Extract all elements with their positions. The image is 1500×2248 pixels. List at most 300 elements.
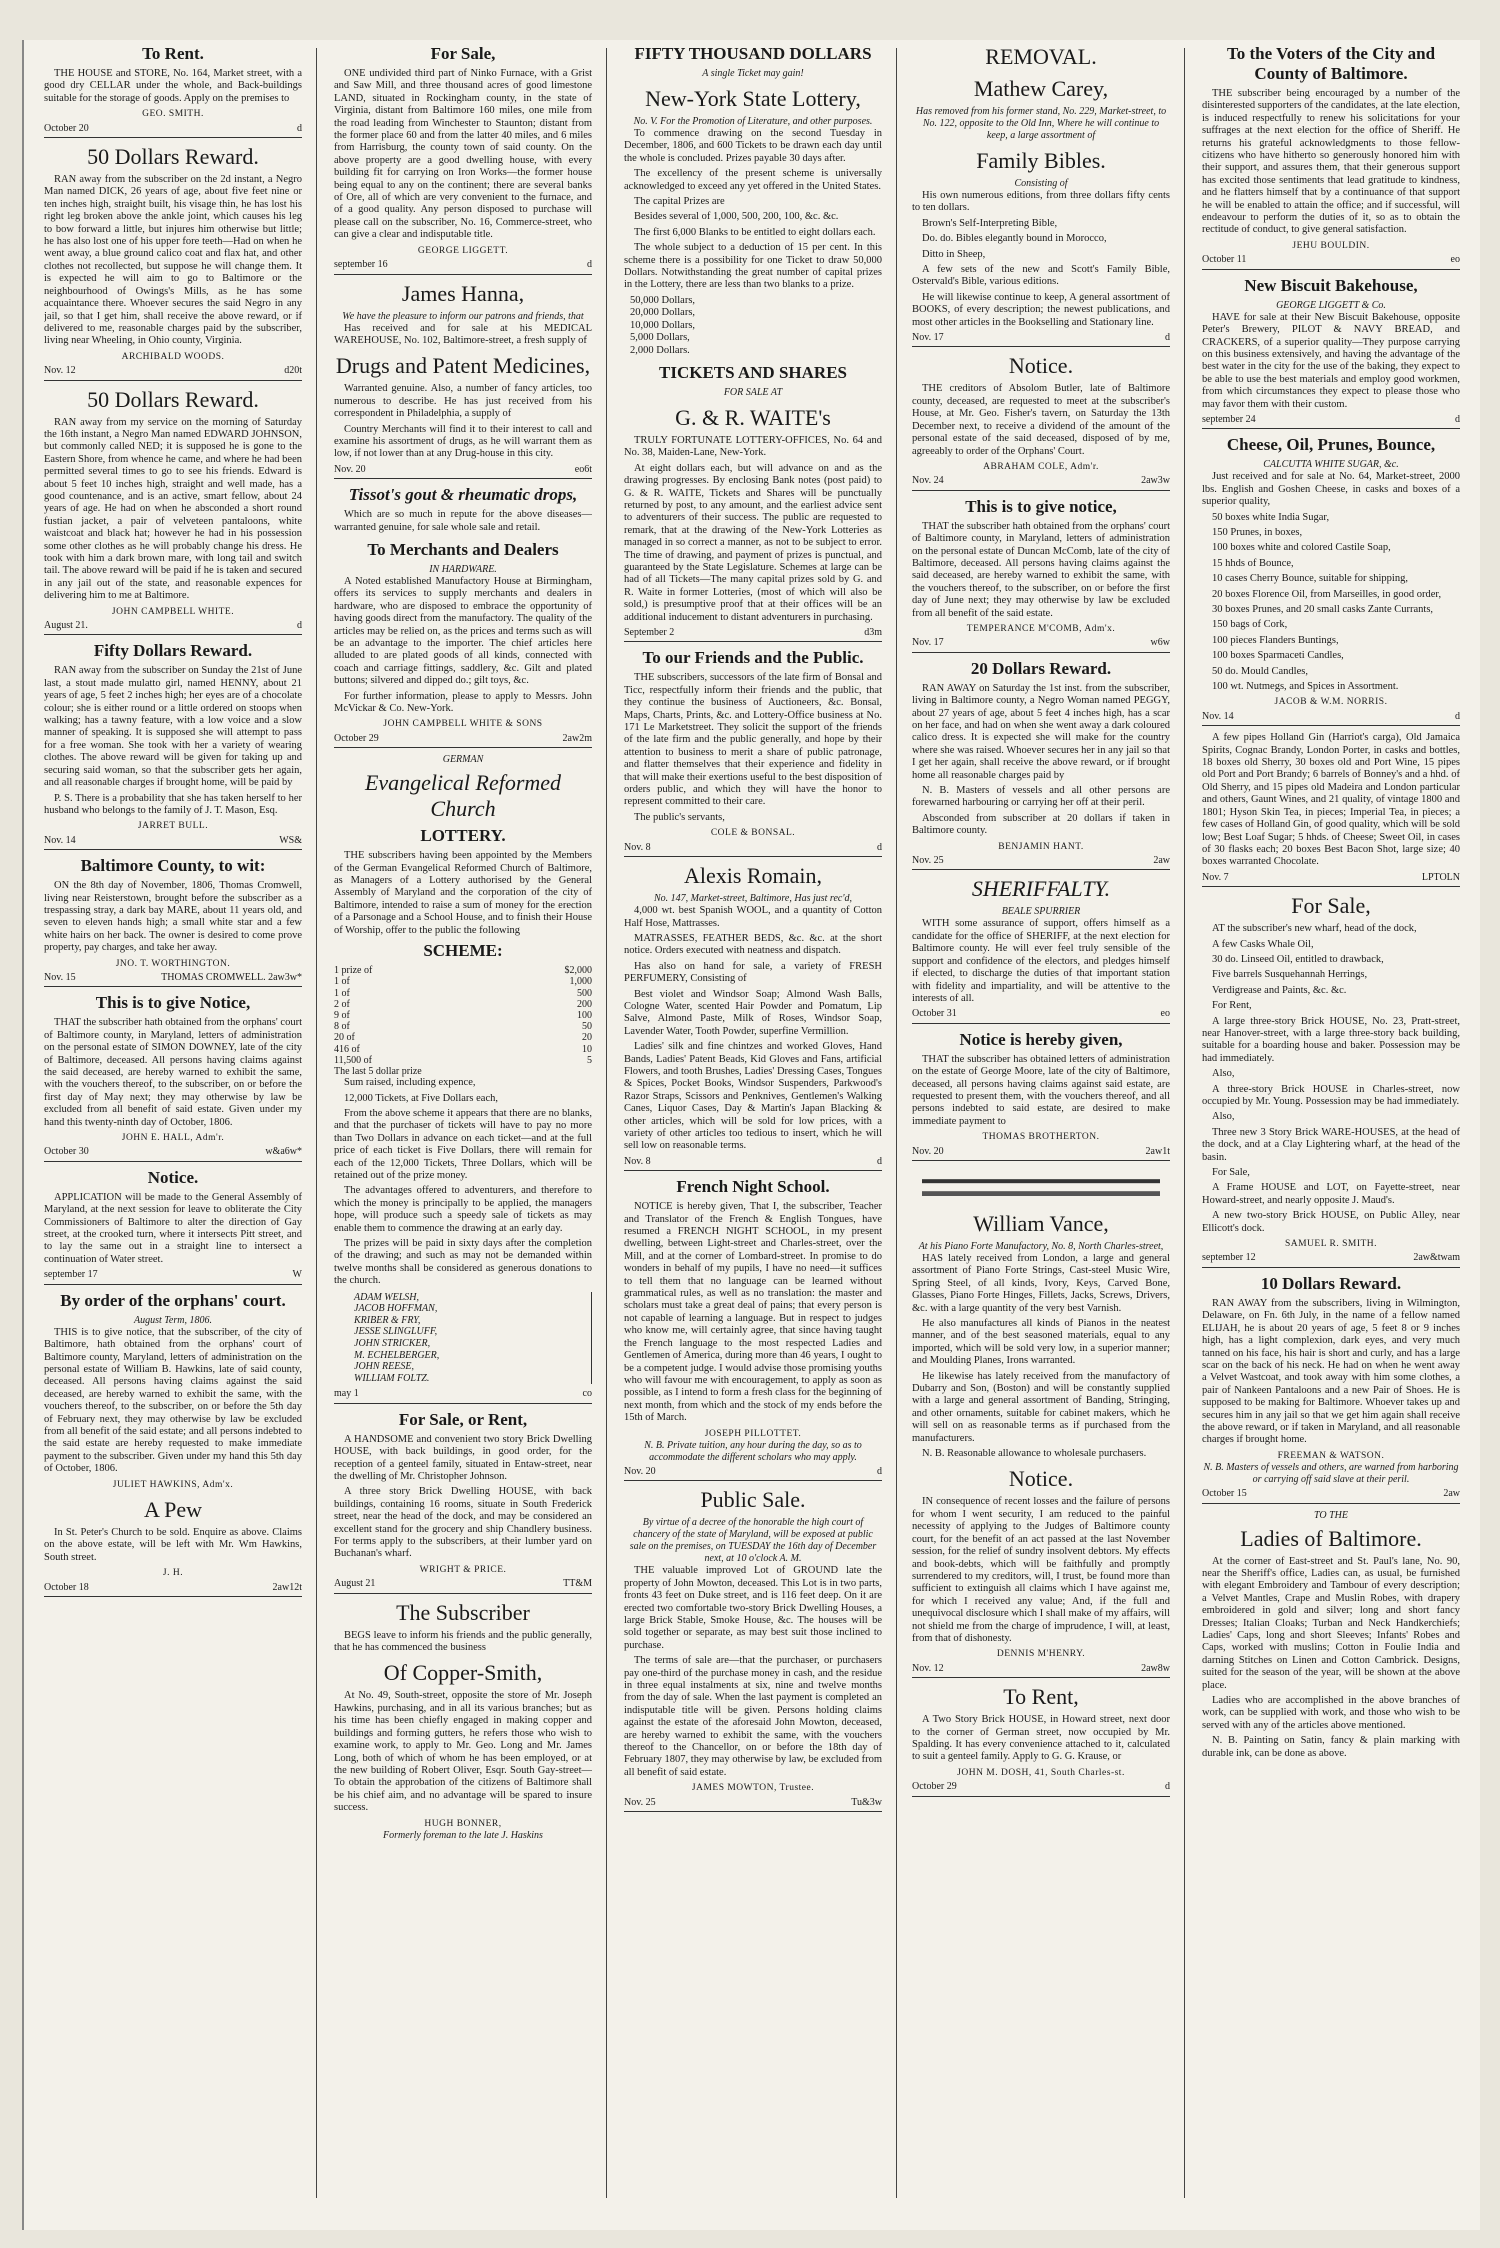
ad-date: Nov. 25	[624, 1796, 656, 1808]
advertisement	[912, 1167, 1170, 1461]
ad-body	[334, 1077, 592, 1288]
ad-body	[624, 672, 882, 824]
ad-paragraph: A HANDSOME and convenient two story Brick Dwelling HOUSE, with back buildings, in good order, for the reception of a genteel family, situated in Entaw-street, near the dwelling of Mr. Christopher Johnson.	[334, 1433, 592, 1482]
ad-code: eo6t	[574, 463, 592, 475]
ad-signature: JOHN CAMPBELL WHITE & SONS	[383, 719, 543, 730]
ad-body	[1202, 1556, 1460, 1761]
ad-title: This is to give notice,	[965, 496, 1117, 516]
ad-footer	[334, 1578, 592, 1593]
scheme-row	[334, 999, 592, 1010]
ad-paragraph: TRULY FORTUNATE LOTTERY-OFFICES, No. 64 and No. 38, Maiden-Lane, New-York.	[624, 434, 882, 459]
advertisement	[624, 648, 882, 857]
ad-paragraph: The public's servants,	[634, 811, 725, 823]
ad-body	[624, 1565, 882, 1779]
ad-paragraph: 50 boxes white India Sugar,	[1212, 511, 1330, 523]
ad-paragraph: ON the 8th day of November, 1806, Thomas Cromwell, living near Reisterstown, brought before the subscriber as a trespassing stray, a dark bay MARE, about 11 years old, and seven to eleven hands high; a small white star and a few white hairs on her back. The owner is desired to come prove property, pay charges, and take her away.	[44, 880, 302, 954]
ad-paragraph: 15 hhds of Bounce,	[1212, 557, 1294, 569]
ad-paragraph: N. B. Painting on Satin, fancy & plain marking with durable ink, can be done as above.	[1202, 1735, 1460, 1759]
column-5	[1202, 40, 1460, 2200]
ad-body	[912, 1253, 1170, 1461]
ad-body	[1202, 923, 1460, 1235]
ad-paragraph: 100 pieces Flanders Buntings,	[1212, 634, 1339, 646]
ad-paragraph: A Two Story Brick HOUSE, in Howard street, next door to the corner of German street, now occupied by Mr. Spalding. It has every convenience attached to it, calculated to suit a genteel family. Apply to G. G. Krause, or	[912, 1714, 1170, 1763]
ad-code: d	[297, 620, 302, 632]
ad-code: d	[1455, 413, 1460, 425]
scheme-table	[334, 965, 592, 1077]
ad-code: 2aw&twam	[1413, 1252, 1460, 1264]
ad-paragraph: A large three-story Brick HOUSE, No. 23, Pratt-street, near Hanover-street, with a large three-story back building, suitable for a boarding house and baker. Possession may be had immediately.	[1202, 1015, 1460, 1064]
ad-body	[912, 521, 1170, 620]
advertisement	[44, 1168, 302, 1285]
scheme-title: SCHEME:	[423, 941, 503, 961]
ad-date: may 1	[334, 1388, 359, 1400]
ad-paragraph: For Rent,	[1212, 1000, 1252, 1012]
advertisement	[912, 353, 1170, 490]
advertisement	[334, 754, 592, 1404]
ad-body	[624, 1201, 882, 1424]
ad-paragraph: The excellency of the present scheme is universally acknowledged to exceed any yet offered in the United States.	[624, 168, 882, 192]
ad-subtitle: We have the pleasure to inform our patrons and friends, that	[342, 310, 584, 322]
ad-signature: JAMES MOWTON, Trustee.	[691, 1783, 815, 1794]
scheme-label: 1 of	[334, 987, 350, 999]
column-rule	[1184, 48, 1185, 2198]
advertisement	[912, 76, 1170, 142]
ad-footer	[624, 1797, 882, 1812]
ad-footer	[912, 1781, 1170, 1796]
column-2	[334, 40, 592, 2200]
ad-title: New-York State Lottery,	[645, 86, 861, 111]
ad-footer	[1202, 872, 1460, 887]
ad-signature: J. H.	[162, 1568, 184, 1579]
ad-footer	[912, 332, 1170, 347]
ad-paragraph: A few pipes Holland Gin (Harriot's carga), Old Jamaica Spirits, Cognac Brandy, London Porter, in casks and bottles, 18 boxes old Sherry, 30 boxes old and Port Wine, 15 pipes old Port and Port Brandy; 6 barrels of Bonney's and a hhd. of Old Sherry, and 15 pipes old Madeira and London particular and others, Gaunt Wines, and 21 quality, of vintage 1800 and 1801; Hyson Skin Tea, in pieces; Imperial Tea, in pieces; a few cases of Holland Gin, of good quality, which will be sold low; Best Loaf Sugar; 5 hhds. of Cheese; Sweet Oil, in cases of 30 flasks each; 20 boxes Best Bacon Shot, large size; 40 boxes warranted Chocolate.	[1202, 732, 1460, 868]
ad-title: 20 Dollars Reward.	[970, 658, 1112, 678]
ad-subtitle: TO THE	[1314, 1509, 1348, 1521]
ad-code: W	[292, 1269, 302, 1281]
ad-title: Fifty Dollars Reward.	[93, 641, 253, 661]
ad-subtitle: BEALE SPURRIER	[1001, 906, 1081, 918]
manager-name: WILLIAM FOLTZ.	[354, 1372, 430, 1384]
ad-paragraph: To commence drawing on the second Tuesday in December, 1806, and 600 Tickets to be drawn each day until the whole is concluded. Prizes payable 30 days after.	[624, 128, 882, 164]
ad-signature: GEO. SMITH.	[142, 109, 204, 120]
advertisement	[1202, 276, 1460, 430]
ad-subtitle: IN HARDWARE.	[429, 563, 497, 575]
ad-footer	[334, 464, 592, 479]
advertisement	[1202, 435, 1460, 726]
scheme-label: 416 of	[334, 1043, 360, 1055]
ad-code: d	[587, 259, 592, 271]
ad-footer	[334, 1388, 592, 1403]
advertisement	[912, 1684, 1170, 1796]
column-3	[624, 40, 882, 2200]
ad-title: LOTTERY.	[420, 826, 506, 846]
ad-code: eo	[1450, 254, 1460, 266]
ad-paragraph: Ladies who are accomplished in the above branches of work, can be supplied with work, and those who wish to be served with any of the articles above mentioned.	[1202, 1695, 1460, 1731]
ad-date: October 11	[1202, 254, 1247, 266]
ad-title: 50 Dollars Reward.	[87, 386, 259, 412]
ad-paragraph: RAN away from the subscriber on Sunday the 21st of June last, a stout made mulatto girl, named HENNY, about 21 years of age, 5 feet 2 inches high; her eyes are of a chocolate colour; she is either round or a little ordered on stoops when walking; has a tawny feature, with a low voice and a slow manner of speaking. It is supposed she will attempt to pass for a free woman. She took with her a variety of wearing clothes. The above reward will be given for taking up and securing said woman, so that the subscriber gets her again, and all reasonable charges if brought home, will be paid by	[44, 665, 302, 789]
ad-paragraph: Absconded from subscriber at 20 dollars if taken in Baltimore county.	[912, 812, 1170, 837]
ad-code: d	[1165, 332, 1170, 344]
ad-paragraph: 20 boxes Florence Oil, from Marseilles, in good order,	[1212, 588, 1442, 600]
ad-title: Public Sale.	[700, 1487, 806, 1513]
advertisement	[44, 1291, 302, 1491]
ad-title: Notice.	[147, 1167, 199, 1187]
ad-date: Nov. 7	[1202, 871, 1229, 883]
ad-code: 2aw1t	[1145, 1145, 1170, 1157]
ad-footer	[912, 855, 1170, 870]
ad-code: 2aw	[1153, 855, 1170, 867]
ad-paragraph: Ditto in Sheep,	[922, 248, 986, 260]
ad-paragraph: The terms of sale are—that the purchaser, or purchasers pay one-third of the purchase money in cash, and the residue in three equal instalments at six, nine and twelve months from the day of sale. When the last payment is completed an indisputable title will be given. Persons holding claims against the estate of the aforesaid John Mowton, deceased, are hereby warned to exhibit the same, with the vouchers thereof to the Chancellor, on or before the 18th day of February 1807, they may otherwise by law, be excluded from all benefit of said estate.	[624, 1655, 882, 1778]
prize-entry: 2,000 Dollars.	[630, 344, 690, 356]
ad-paragraph: 4,000 wt. best Spanish WOOL, and a quantity of Cotton Half Hose, Mattrasses.	[624, 905, 882, 929]
ad-date: Nov. 8	[624, 841, 651, 853]
ad-paragraph: At eight dollars each, but will advance on and as the drawing progresses. By enclosing Bank notes (post paid) to G. & R. WAITE, Tickets and Shares will be punctually returned by post, to any amount, and the earliest advice sent to adventurers of their success. The public are requested to remark, that at the drawing of the New-York Lotteries as managed in so correct a manner, as not to be subject to error. The time of drawing, and payment of prizes is punctual, and guaranteed by the State Legislature. Schemes at large can be had of all Tickets—The many capital prizes sold by G. and R. Waite in former Lotteries, (most of which will also be sold,) is presumptive proof that at their offices will be an additional inducement to distant adventurers in purchasing.	[624, 462, 882, 623]
advertisement	[44, 993, 302, 1161]
advertisement	[334, 1600, 592, 1655]
ad-date: September 2	[624, 627, 675, 638]
scheme-value: 200	[577, 998, 592, 1010]
advertisement	[334, 44, 592, 275]
ad-paragraph: Verdigrease and Paints, &c. &c.	[1212, 984, 1347, 996]
ad-title: For Sale,	[430, 44, 496, 63]
prize-entry: 5,000 Dollars,	[630, 332, 690, 344]
ad-title: To Rent.	[142, 44, 204, 63]
ad-title: To our Friends and the Public.	[642, 648, 864, 668]
ad-paragraph: For Sale,	[1212, 1167, 1250, 1179]
ad-body	[1202, 1298, 1460, 1447]
ad-footer	[624, 1156, 882, 1171]
ad-title: 50 Dollars Reward.	[87, 144, 259, 170]
ad-code: 2aw2m	[562, 732, 592, 744]
ad-paragraph: Besides several of 1,000, 500, 200, 100, &c. &c.	[634, 211, 839, 223]
ad-body	[44, 417, 302, 603]
ad-date: september 17	[44, 1269, 98, 1281]
ad-paragraph: The prizes will be paid in sixty days after the completion of the drawing; and such as may not be demanded within twelve months shall be considered as generous donations to the church.	[334, 1238, 592, 1287]
scheme-label: 8 of	[334, 1021, 350, 1033]
ad-title: Drugs and Patent Medicines,	[335, 353, 591, 379]
ad-footer	[44, 1269, 302, 1284]
manager-name: JOHN REESE,	[354, 1361, 414, 1373]
ad-paragraph: A few Casks Whale Oil,	[1212, 938, 1314, 950]
ad-subtitle: No. V. For the Promotion of Literature, and other purposes.	[633, 116, 873, 127]
prize-list	[630, 295, 882, 357]
ad-paragraph: 50 do. Mould Candles,	[1212, 665, 1308, 677]
scheme-label: 11,500 of	[334, 1054, 372, 1066]
ad-paragraph: From the above scheme it appears that there are no blanks, and that the purchaser of tickets will have to pay no more than Two Dollars in advance on each ticket—and at the full price of each ticket is Five Dollars, there will remain for each of the 12,000 Tickets, Three Dollars, which will be retained out of the prize money.	[334, 1107, 592, 1181]
scheme-value: 1,000	[569, 976, 592, 988]
ad-code: d	[877, 841, 882, 853]
ad-paragraph: 30 do. Linseed Oil, entitled to drawback,	[1212, 953, 1384, 965]
manager-name: JACOB HOFFMAN,	[354, 1303, 438, 1315]
ad-title: Ladies of Baltimore.	[1240, 1525, 1422, 1551]
ad-title: By order of the orphans' court.	[60, 1290, 286, 1310]
ad-signature: DENNIS M'HENRY.	[996, 1649, 1086, 1660]
ad-date: Nov. 14	[1202, 710, 1234, 722]
advertisement	[334, 540, 592, 748]
ad-paragraph: NOTICE is hereby given, That I, the subscriber, Teacher and Translator of the French & English Tongues, have resumed a FRENCH NIGHT SCHOOL, in my present dwelling, between Light-street and Charles-street, over the Mill, and at the corner of Lombard-street. In promise to do wonders in behalf of my pupils, I have no need—it suffices to tell them that no language can be learned without grammatical rules, as well as no translation: the master and scholars must take a great deal of pains; that every person is not capable of learning a language. But in respect to judges who know me, will certainly agree, that since having taught the French language to the most respected Ladies and Gentlemen of America, during more than 46 years, I ought to be a competent judge. I would advise those promising youths who will favour me with encouragement, to apply as soon as possible, as I intend to form a fresh class for the beginning of next month, from which and the stock of my ends before the 15th of March.	[624, 1201, 882, 1424]
advertisement	[624, 405, 882, 643]
ad-date: Nov. 17	[912, 637, 944, 649]
ad-paragraph: A Frame HOUSE and LOT, on Fayette-street, near Howard-street, and nearly opposite J. Maud's.	[1202, 1182, 1460, 1206]
ad-title: The Subscriber	[396, 1599, 530, 1625]
ad-body	[1202, 88, 1460, 237]
ad-footer	[624, 1466, 882, 1481]
ad-date: Nov. 12	[44, 365, 76, 377]
advertisement	[624, 863, 882, 1171]
ad-paragraph: Three new 3 Story Brick WARE-HOUSES, at the head of the dock, and at a Clay Lightering wharf, at the head of the basin.	[1202, 1126, 1460, 1163]
ad-date: August 21	[334, 1578, 376, 1590]
ad-code: eo	[1160, 1008, 1170, 1020]
advertisement	[1202, 732, 1460, 887]
advertisement	[624, 363, 882, 399]
ad-title: Alexis Romain,	[683, 863, 823, 889]
advertisement	[624, 1177, 882, 1481]
ad-code: THOMAS CROMWELL. 2aw3w*	[161, 971, 302, 983]
ad-title: 10 Dollars Reward.	[1260, 1273, 1402, 1293]
ad-title: This is to give Notice,	[95, 993, 251, 1013]
ad-title: G. & R. WAITE's	[675, 404, 831, 430]
ad-code: 2aw	[1443, 1488, 1460, 1500]
ad-note: N. B. Private tuition, any hour during the day, so as to accommodate the different scholars who may apply.	[644, 1439, 862, 1463]
ad-paragraph: For further information, please to apply to Messrs. John McVickar & Co. New-York.	[334, 690, 592, 715]
ad-paragraph: 100 wt. Nutmegs, and Spices in Assortment.	[1212, 681, 1399, 693]
ad-code: WS&	[279, 834, 302, 846]
ad-footer	[334, 733, 592, 748]
scheme-label: 20 of	[334, 1032, 355, 1044]
ad-code: d	[1455, 710, 1460, 722]
ad-footer	[44, 972, 302, 987]
scheme-label: 1 prize of	[334, 965, 373, 977]
ad-signature: JEHU BOULDIN.	[1292, 240, 1370, 251]
ad-paragraph: P. S. There is a probability that she has taken herself to her husband who belongs to the family of J. T. Mason, Esq.	[44, 792, 302, 816]
ad-signature: THOMAS BROTHERTON.	[982, 1132, 1100, 1143]
ad-code: w6w	[1150, 637, 1170, 649]
ad-signature: JOHN CAMPBELL WHITE.	[111, 606, 235, 617]
ad-paragraph: THE creditors of Absolom Butler, late of Baltimore county, deceased, are requested to meet at the subscriber's House, at Mr. Geo. Fisher's tavern, on Saturday the 13th December next, to receive a dividend of the amount of the personal estate of the said deceased, disposed of by me, agreeably to order of the Orphans' Court.	[912, 383, 1170, 457]
ad-subtitle: By virtue of a decree of the honorable the high court of chancery of the state of Maryland, will be exposed at public sale on the premises, on TUESDAY the 16th day of December next, at 10 o'clock A. M.	[629, 1517, 877, 1565]
ad-signature: JNO. T. WORTHINGTON.	[115, 958, 231, 969]
ad-footer	[912, 475, 1170, 490]
ad-body	[912, 1496, 1170, 1645]
ad-paragraph: 30 boxes Prunes, and 20 small casks Zante Currants,	[1212, 604, 1434, 615]
ad-footer	[1202, 1488, 1460, 1503]
column-rule	[896, 48, 897, 2198]
ad-date: Nov. 15	[44, 971, 76, 983]
ad-footer	[624, 627, 882, 642]
ad-title: James Hanna,	[401, 280, 525, 306]
ad-paragraph: RAN AWAY from the subscribers, living in Wilmington, Delaware, on Fn. 6th July, in the name of a fellow named ELIJAH, he is about 20 years of age, 5 feet 8 or 9 inches high, has a light complexion, dark eyes, and very much tanned on his face, his hair is short and curly, and has a large scar on the back of his neck. He had on when he went away a Velvet Wastcoat, and took away with him some clothes, a pair of Nankeen Pantaloons and a new Pair of Shoes. He is supposed to be making for Baltimore. Whoever takes up and secures him in any jail so that we get him again shall receive the above reward, or if taken in Maryland, and all reasonable charges if brought home.	[1202, 1297, 1460, 1446]
ad-body	[1202, 732, 1460, 868]
ad-paragraph: 12,000 Tickets, at Five Dollars each,	[344, 1092, 498, 1104]
ad-paragraph: BEGS leave to inform his friends and the public generally, that he has commenced the business	[334, 1629, 592, 1654]
ad-body	[624, 128, 882, 292]
scheme-row	[334, 1055, 592, 1066]
ad-paragraph: IN consequence of recent losses and the failure of persons for whom I went security, I am reduced to the painful necessity of applying to the Judges of Baltimore county court, for the benefit of an act passed at the last November session, for the relief of sundry insolvent debtors. My effects and book-debts, which will be faithfully and promptly surrendered to my creditors, will, I trust, be found more than sufficient to extinguish all claims which I have against me, for which I received any value; And, if the full and unequivocal disclosure which I shall make of my affairs, will not shield me from the charge of imprudence, I will, at least, from that of dishonesty.	[912, 1496, 1170, 1644]
ad-paragraph: The first 6,000 Blanks to be entitled to eight dollars each.	[634, 226, 876, 238]
ad-title: Cheese, Oil, Prunes, Bounce,	[1226, 435, 1436, 455]
ad-date: August 21.	[44, 620, 88, 632]
ad-date: October 20	[44, 122, 89, 134]
ad-paragraph: N. B. Masters of vessels and all other persons are forewarned harbouring or carrying her off at their peril.	[912, 785, 1170, 809]
advertisement	[912, 659, 1170, 871]
ad-code: w&a6w*	[265, 1146, 302, 1158]
column-1	[44, 40, 302, 2200]
ad-paragraph: RAN away from my service on the morning of Saturday the 16th instant, a Negro Man named EDWARD JOHNSON, but commonly called NED; it is supposed he is gone to the Eastern Shore, from whence he came, and where he had been permitted several times to go to see his friends. Edward is about 5 feet 10 inches high, straight and well made, has a good countenance, and is an active, smart fellow, about 24 years of age. He had on when he absconded a short round fustian jacket, a pair of velveteen pantaloons, white waistcoat and black hat; however he had in his possession some other clothes as he will probably change his dress. He took with him a dark brown mare, with long tail and switch tail. The above reward will be paid if he is taken and secured in any jail out of the state, and reasonable expences for delivering him to me at Baltimore.	[44, 416, 302, 602]
ad-paragraph: The advantages offered to adventurers, and therefore to which the money is principally to be applied, the managers hope, will produce such a speedy sale of tickets as may enable them to commence the drawing at an early day.	[334, 1185, 592, 1234]
ad-signature: ABRAHAM COLE, Adm'r.	[983, 461, 1099, 472]
ad-paragraph: AT the subscriber's new wharf, head of the dock,	[1212, 923, 1417, 935]
ad-paragraph: Five barrels Susquehannah Herrings,	[1212, 969, 1368, 981]
ad-title: TICKETS AND SHARES	[658, 362, 847, 382]
ad-signature: FREEMAN & WATSON.	[1277, 1450, 1385, 1461]
ad-paragraph: Which are so much in repute for the above diseases—warranted genuine, for sale whole sale and retail.	[334, 509, 592, 533]
scheme-value: 50	[582, 1021, 592, 1033]
ad-date: Nov. 8	[624, 1155, 651, 1167]
scheme-row	[334, 1010, 592, 1021]
ad-title: For Sale, or Rent,	[398, 1409, 528, 1429]
ad-body	[912, 918, 1170, 1005]
scheme-row	[334, 976, 592, 987]
ad-date: Nov. 20	[624, 1465, 656, 1477]
ad-paragraph: THE HOUSE and STORE, No. 164, Market street, with a good dry CELLAR under the whole, and Back-buildings suitable for the storage of goods. Apply on the premises to	[44, 68, 302, 104]
ad-title: REMOVAL.	[985, 44, 1097, 69]
ad-body	[334, 68, 592, 242]
ad-signature: BENJAMIN HANT.	[998, 841, 1084, 852]
ad-signature: JOSEPH PILLOTTET.	[704, 1428, 802, 1439]
ad-title: SHERIFFALTY.	[971, 876, 1111, 902]
advertisement	[334, 485, 592, 534]
ad-paragraph: HAVE for sale at their New Biscuit Bakehouse, opposite Peter's Brewery, PILOT & NAVY BREAD, and CRACKERS, of a superior quality—They purpose carrying on this business extensively, and having the advantage of the best water in the city for the use of the baking, they expect to be able to use the best materials and employ good workmen, from which circumstances they expect to please those who may favor them with their custom.	[1202, 311, 1460, 410]
ad-paragraph: In St. Peter's Church to be sold. Enquire as above. Claims on the above estate, will be left with Mr. Wm Hawkins, South street.	[44, 1526, 302, 1563]
ad-date: Nov. 17	[912, 332, 944, 344]
ad-body	[44, 68, 302, 105]
advertisement	[44, 44, 302, 138]
ad-note: N. B. Masters of vessels and others, are warned from harboring or carrying off said slave at their peril.	[1203, 1462, 1459, 1486]
ad-paragraph: At the corner of East-street and St. Paul's lane, No. 90, near the Sheriff's office, Ladies can, as usual, be furnished with elegant Embroidery and Tambour of every description; a Velvet Mantles, Crape and Muslin Robes, with drapery embroidered in gold and silver; long and short fancy Dresses; Italian Cloaks; Turban and Neck Handkerchiefs; Ladies' Caps, long and short Sleeves; Infants' Robes and Caps, worked with muslins; Cotton in Foulie India and darning Stitches on Linen and Cotton Cambrick. Designs, suited for the season of the year, will be shown at the above place.	[1202, 1555, 1460, 1691]
ad-paragraph: A new two-story Brick HOUSE, on Public Alley, near Ellicott's dock.	[1202, 1210, 1460, 1234]
ad-title: To Rent,	[1003, 1684, 1079, 1710]
advertisement	[1202, 1510, 1460, 1761]
advertisement	[912, 148, 1170, 347]
scheme-row	[334, 1044, 592, 1055]
ad-body	[624, 905, 882, 1153]
ad-title: FIFTY THOUSAND DOLLARS	[634, 44, 872, 63]
ad-paragraph: THAT the subscriber has obtained letters of administration on the estate of George Moore, late of the city of Baltimore, deceased, all persons having claims against said estate, are requested to present them, with the vouchers thereof, and all persons indebted to said estate, are desired to make immediate payment to	[912, 1053, 1170, 1127]
ad-body	[334, 850, 592, 937]
ad-body	[334, 576, 592, 715]
ad-title: Family Bibles.	[976, 148, 1106, 173]
scheme-value: 5	[587, 1054, 592, 1066]
ad-body	[334, 1434, 592, 1561]
ad-paragraph: Also,	[1212, 1068, 1235, 1080]
advertisement	[334, 1410, 592, 1594]
ad-code: 2aw3w	[1141, 475, 1170, 487]
advertisement	[334, 1660, 592, 1841]
ad-paragraph: THE valuable improved Lot of GROUND late the property of John Mowton, deceased. This Lot is in two parts, fronts 43 feet on Duke street, and is 116 feet deep. On it are erected two comfortable two-story Brick Dwelling Houses, a large Brick Stable, Smoke House, &c. The houses will be sold together or separate, as may best suit those inclined to purchase.	[624, 1565, 882, 1651]
ad-paragraph: The capital Prizes are	[634, 196, 725, 208]
ad-code: d	[877, 1465, 882, 1477]
ad-paragraph: Sum raised, including expence,	[344, 1077, 476, 1089]
ad-subtitle: Has removed from his former stand, No. 229, Market-street, to No. 122, opposite to the Old Inn, Where he will continue to keep, a large assortment of	[915, 106, 1167, 141]
manager-name: ADAM WELSH,	[354, 1291, 419, 1303]
ad-signature: WRIGHT & PRICE.	[419, 1564, 507, 1575]
ad-footer	[44, 620, 302, 635]
ad-paragraph: The whole subject to a deduction of 15 per cent. In this scheme there is a possibility for one Ticket to draw 50,000 Dollars. Notwithstanding the great number of capital prizes in the Lottery, there are less than two blanks to a prize.	[624, 242, 882, 291]
ad-paragraph: THE subscriber being encouraged by a number of the disinterested supporters of the candidates, at the late election, is induced respectfully to renew his solicitations for your suffrages at the next election for the office of Sheriff. He returns his grateful acknowledgments to those fellow-citizens who have hitherto so generously honored him with their support, and assures them, that their generous support has excited those sentiments that lead gratitude to kindness, and he flatters himself that by a continuance of that support he will be enabled to attain the office; and if successful, will endeavour to perform the duties of it, so as to obtain the rectitude of conduct, to give general satisfaction.	[1202, 88, 1460, 236]
ad-footer	[44, 365, 302, 380]
ad-subtitle: FOR SALE AT	[723, 386, 783, 398]
ad-signature: SAMUEL R. SMITH.	[1284, 1239, 1378, 1250]
ad-paragraph: THAT the subscriber hath obtained from the orphans' court of Baltimore county, in Maryland, letters of administration on the personal estate of Duncan McComb, late of the city of Baltimore, deceased. All persons having claims against the said deceased, are hereby warned to exhibit the same, with the vouchers thereof, to the subscriber, on or before the first day of June next; they may otherwise by law be excluded from all benefit of the said estate.	[912, 520, 1170, 619]
ad-body	[1202, 312, 1460, 411]
ad-title: Of Copper-Smith,	[383, 1660, 543, 1686]
scheme-row	[334, 1032, 592, 1043]
ad-paragraph: RAN away from the subscriber on the 2d instant, a Negro Man named DICK, 26 years of age, about five feet nine or ten inches high, straight built, his visage thin, he has lost his right leg broken above the ankle joint, which causes his leg to bow forward a little, but injures him otherwise but little; he has also lost one of his upper fore teeth—Had on when he went away, a blue ground calico coat and flax hat, and other clothes not recollected, but suppose he will change them. It is expected he will aim to go to Baltimore or the neighbourhood of Owings's Mills, as he has some acquaintance there. Whoever secures the said Negro in any jail, so that I get him, shall receive the above reward, or if delivered to me, reasonable charges paid by the subscriber, living near Wheeling, in Ohio county, Virginia.	[44, 174, 302, 347]
ad-code: d	[877, 1155, 882, 1167]
ad-code: TT&M	[563, 1578, 592, 1590]
ad-subtitle: GEORGE LIGGETT & Co.	[1276, 299, 1386, 311]
ad-body	[912, 1054, 1170, 1128]
ad-body	[44, 880, 302, 954]
ad-paragraph: N. B. Reasonable allowance to wholesale purchasers.	[922, 1448, 1147, 1460]
ad-paragraph: WITH some assurance of support, offers himself as a candidate for the office of SHERIFF, at the next election for Baltimore county. He will ever feel truly sensible of the support and confidence of the electors, and pledges himself if elected, to discharge the duties of that important station with fidelity and impartiality, and will be attentive to the interests of all.	[912, 918, 1170, 1004]
ad-code: co	[582, 1388, 592, 1400]
scheme-row	[334, 965, 592, 976]
advertisement	[1202, 1274, 1460, 1504]
scheme-value: $2,000	[564, 965, 592, 977]
ad-date: Nov. 12	[912, 1662, 944, 1674]
manager-name: JOHN STRICKER,	[354, 1338, 431, 1349]
ad-signature: JARRET BULL.	[137, 821, 209, 832]
ad-body	[44, 665, 302, 817]
ad-body	[912, 190, 1170, 329]
ad-footer	[912, 637, 1170, 652]
ad-date: september 12	[1202, 1252, 1256, 1264]
ad-body	[334, 1690, 592, 1814]
ad-code: 2aw12t	[272, 1581, 302, 1593]
ad-paragraph: His own numerous editions, from three dollars fifty cents to ten dollars.	[912, 190, 1170, 214]
column-4	[912, 40, 1170, 2200]
ad-date: Nov. 25	[912, 855, 944, 867]
ad-paragraph: A few sets of the new and Scott's Family Bible, Ostervald's Bible, various editions.	[912, 264, 1170, 288]
ad-footer	[912, 1008, 1170, 1023]
ad-date: Nov. 20	[912, 1145, 944, 1157]
ad-footer	[44, 835, 302, 850]
scheme-label: 9 of	[334, 1009, 350, 1021]
ad-code: d	[1165, 1781, 1170, 1793]
advertisement	[912, 44, 1170, 70]
ad-body	[334, 509, 592, 534]
scheme-row	[334, 1021, 592, 1032]
ad-footer	[334, 259, 592, 274]
advertisement	[334, 353, 592, 479]
ad-signature: ARCHIBALD WOODS.	[121, 351, 225, 362]
ad-signature: COLE & BONSAL.	[710, 828, 796, 839]
ad-code: Tu&3w	[851, 1796, 882, 1808]
ad-paragraph: THAT the subscriber hath obtained from the orphans' court of Baltimore county, in Maryland, letters of administration on the personal estate of SIMON DOWNEY, late of the city of Baltimore, deceased. All persons having claims against the said deceased, are hereby warned to exhibit the same, with the vouchers thereof, to the subscriber, on or before the first day of May next; they may otherwise by law be excluded from all benefit of said estate. Given under my hand this twenty-ninth day of October, 1806.	[44, 1017, 302, 1128]
ad-signature: TEMPERANCE M'COMB, Adm'x.	[966, 623, 1116, 634]
ad-title: For Sale,	[1291, 893, 1371, 919]
ad-paragraph: 100 boxes Sparmaceti Candles,	[1212, 650, 1344, 662]
ad-signature: GEORGE LIGGETT.	[417, 245, 509, 256]
ad-paragraph: 150 bags of Cork,	[1212, 619, 1288, 631]
manager-name: JESSE SLINGLUFF,	[354, 1326, 438, 1338]
ad-paragraph: ONE undivided third part of Ninko Furnace, with a Grist and Saw Mill, and three thousand acres of good limestone LAND, situated in Rockingham county, in the state of Virginia, distant from Baltimore 160 miles, one mile from the road leading from Winchester to Staunton; distant from the former place 60 and from the latter 40 miles, and 6 miles from Harrisburg, the county town of said county. On the above property are a good dwelling house, with every building fit for carrying on Iron Works—the former house being equal to any on the continent; there are several banks of Ore, all of which are very convenient to the furnace, and of a good quality. Any person disposed to purchase will please call on the subscriber, No. 16, Commerce-street, who can give a clear and indisputable title.	[334, 68, 592, 241]
ad-paragraph: Also,	[1212, 1111, 1235, 1123]
ad-paragraph: RAN AWAY on Saturday the 1st inst. from the subscriber, living in Baltimore county, a Negro Woman named PEGGY, about 27 years of age, about 5 feet 4 inches high, has a scar on her face, and had on when she went away a dark coloured calico dress. It is expected she will make for the country where she was raised. Whoever secures her in any jail so that I get her again, shall receive the above reward, or if brought home all reasonable charges paid by	[912, 682, 1170, 781]
